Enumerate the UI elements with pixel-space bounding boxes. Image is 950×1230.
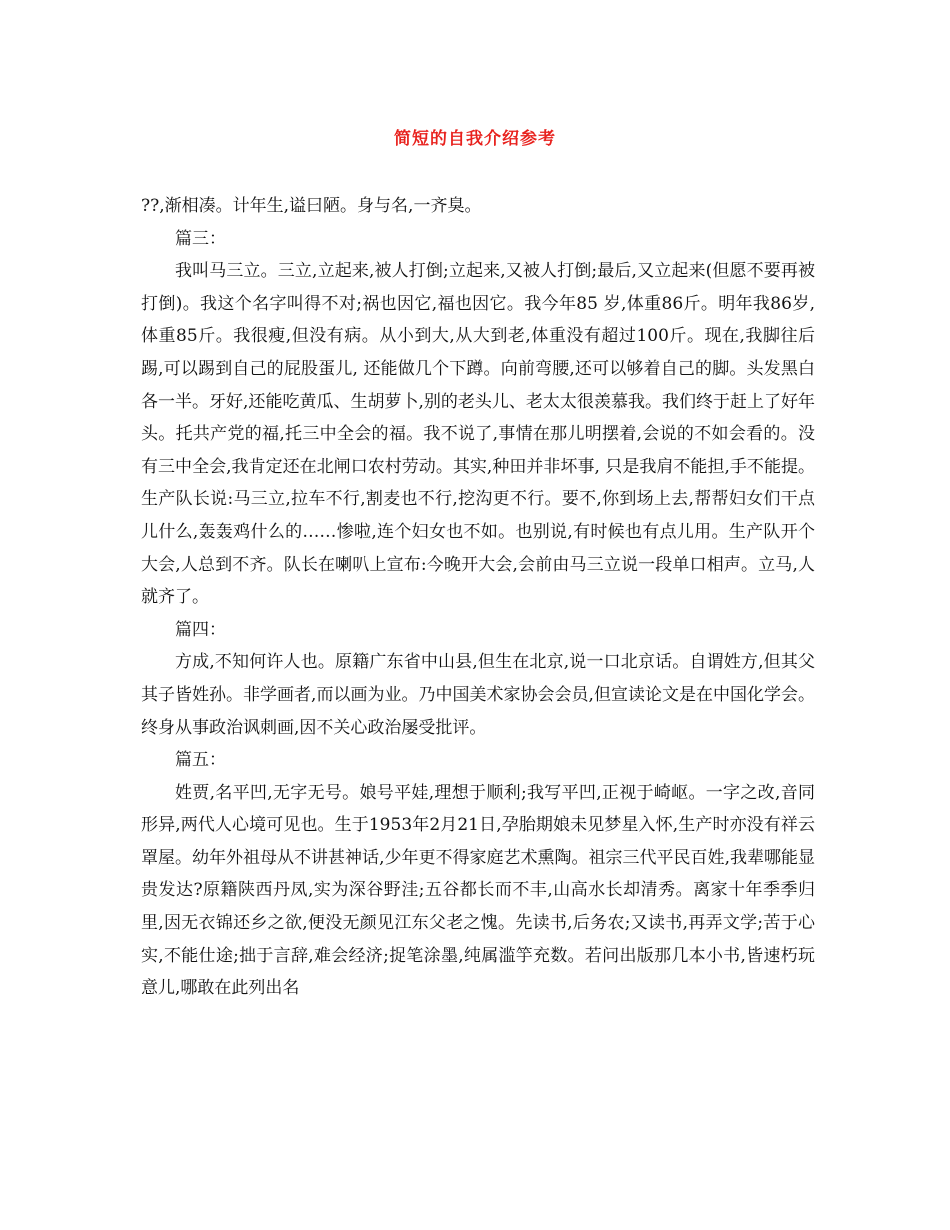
- section-heading-3: 篇三：: [175, 228, 226, 249]
- paragraph-continuation: ??,渐相凑。计年生,谥曰陋。身与名,一齐臭。: [141, 196, 482, 216]
- paragraph-jia-pingwa: 姓贾,名平凹,无字无号。娘号平娃,理想于顺利;我写平凹,正视于崎岖。一字之改,音同形异,两代人心境可见也。生于1953年2月21日,孕胎期娘未见梦星入怀,生产时亦没有祥云罩屋。幼年外祖母从不讲甚神话,少年更不得家庭艺术熏陶。祖宗三代平民百姓,我辈哪能显贵发达?原籍陕西丹凤,实为深谷野洼;五谷都长而不丰,山高水长却清秀。离家十年季季归里,因无衣锦还乡之欲,便没无颜见江东父老之愧。先读书,后务农;又读书,再弄文学;苦于心实,不能仕途;拙于言辞,难会经济;捉笔涂墨,纯属滥竽充数。若问出版那几本小书,皆速朽玩意儿,哪敢在此列出名: [141, 782, 815, 999]
- paragraph-ma-sanli: 我叫马三立。三立,立起来,被人打倒;立起来,又被人打倒;最后,又立起来(但愿不要再被打倒)。我这个名字叫得不对;祸也因它,福也因它。我今年85 岁,体重86斤。明年我86岁,体重85斤。我很瘦,但没有病。从小到大,从大到老,体重没有超过100斤。现在,我脚往后踢,可以踢到自己的屁股蛋儿, 还能做几个下蹲。向前弯腰,还可以够着自己的脚。头发黑白各一半。牙好,还能吃黄瓜、生胡萝卜,别的老头儿、老太太很羡慕我。我们终于赶上了好年头。托共产党的福,托三中全会的福。我不说了,事情在那儿明摆着,会说的不如会看的。没有三中全会,我肯定还在北闸口农村劳动。其实,种田并非坏事, 只是我肩不能担,手不能提。生产队长说:马三立,拉车不行,割麦也不行,挖沟更不行。要不,你到场上去,帮帮妇女们干点儿什么,轰轰鸡什么的……惨啦,连个妇女也不如。也别说,有时候也有点儿用。生产队开个大会,人总到不齐。队长在喇叭上宣布:今晚开大会,会前由马三立说一段单口相声。立马,人就齐了。: [141, 261, 815, 608]
- document-title: 简短的自我介绍参考: [394, 129, 556, 149]
- section-heading-5: 篇五：: [175, 750, 226, 771]
- document-body: [141, 190, 815, 1005]
- section-heading-4: 篇四：: [175, 619, 226, 640]
- paragraph-fang-cheng: 方成,不知何许人也。原籍广东省中山县,但生在北京,说一口北京话。自谓姓方,但其父其子皆姓孙。非学画者,而以画为业。乃中国美术家协会会员,但宣读论文是在中国化学会。终身从事政治讽刺画,因不关心政治屡受批评。: [141, 652, 815, 738]
